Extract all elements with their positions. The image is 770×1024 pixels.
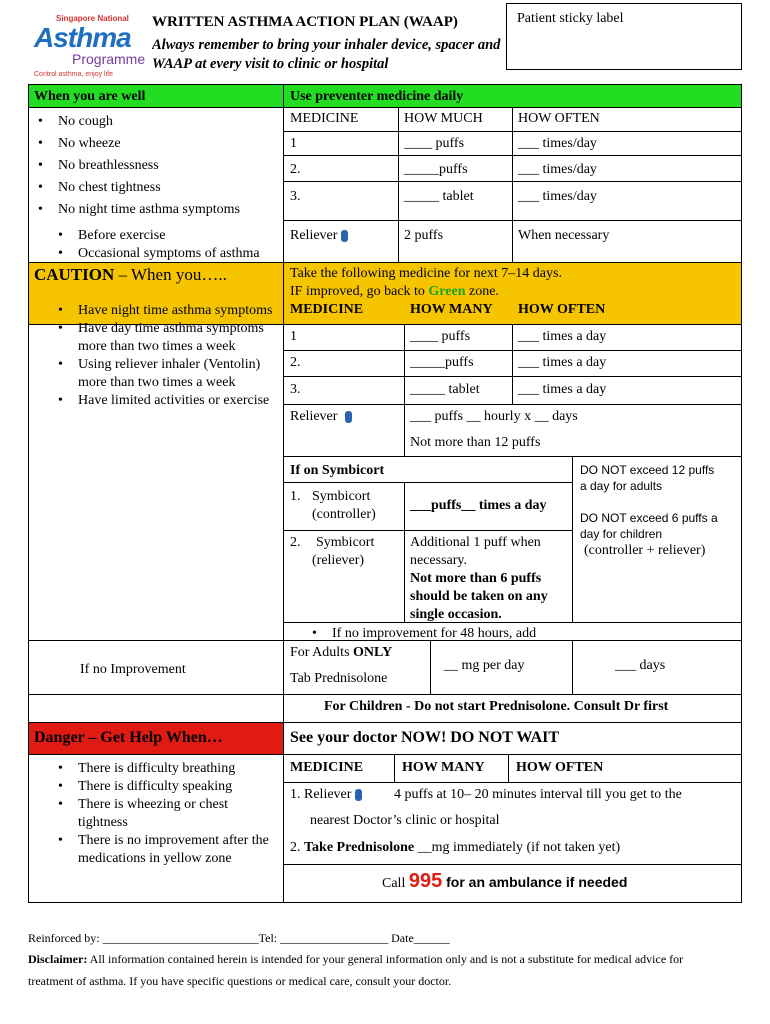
green-reliever-label: Reliever — [290, 228, 338, 243]
yellow-row-3-medicine: 3. — [290, 382, 301, 397]
green-zone-word: Green — [428, 284, 466, 299]
yellow-row-3-often: ___ times a day — [518, 382, 607, 397]
yellow-row-2-amount: _____puffs — [410, 355, 474, 370]
yellow-reliever-limit: Not more than 12 puffs — [410, 435, 541, 450]
col-divider — [512, 324, 513, 404]
row-divider — [283, 782, 742, 783]
symbicort-controller-dose: ___puffs__ times a day — [410, 498, 547, 513]
row-divider — [28, 694, 742, 695]
danger-symptom-list — [54, 760, 276, 868]
list-item: • There is wheezing or chest tightness — [54, 796, 276, 832]
col-divider — [404, 324, 405, 456]
green-col-medicine: MEDICINE — [290, 111, 359, 126]
red-item-1 — [290, 786, 362, 803]
document-subtitle-line2: WAAP at every visit to clinic or hospital — [152, 56, 389, 72]
call-a: Call — [382, 876, 409, 891]
yellow-reliever-dose: ___ puffs __ hourly x __ days — [410, 409, 578, 424]
list-item: • No wheeze — [34, 135, 279, 153]
green-row-3-often: ___ times/day — [518, 189, 597, 204]
adults-only-b: ONLY — [353, 645, 393, 660]
col-divider — [572, 640, 573, 694]
days-field: ___ days — [615, 658, 666, 673]
row-divider — [283, 864, 742, 865]
inhaler-icon — [355, 789, 362, 801]
col-divider — [508, 754, 509, 782]
list-item: • Have limited activities or exercise — [54, 392, 274, 410]
list-item: • Before exercise — [54, 227, 283, 245]
row-divider — [283, 155, 742, 156]
yellow-instruction-line2 — [290, 283, 499, 300]
row-divider — [283, 181, 742, 182]
list-item: • Using reliever inhaler (Ventolin) more than two times a week — [54, 356, 274, 392]
green-reliever — [290, 227, 348, 244]
list-item: • Occasional symptoms of asthma — [54, 245, 283, 263]
green-reliever-often: When necessary — [518, 228, 610, 243]
symbicort-controller-name: Symbicort — [312, 489, 371, 504]
note-adults-2: a day for adults — [580, 479, 663, 493]
col-divider — [394, 754, 395, 782]
logo-main-text: Asthma — [34, 22, 131, 53]
red-item-2 — [290, 839, 620, 856]
list-item: • There is difficulty speaking — [54, 778, 276, 796]
caution-symptom-list — [54, 302, 274, 410]
no-improvement-note — [308, 625, 738, 643]
green-sub-symptom-list — [54, 227, 283, 263]
main-column-divider — [283, 84, 284, 903]
patient-sticky-label-box — [506, 3, 742, 70]
reinforced-by-line: Reinforced by: __________________________Tel: __________________ Date______ — [28, 931, 450, 945]
adults-only — [290, 644, 392, 661]
caution-header — [34, 265, 227, 285]
ambulance-line — [382, 870, 627, 895]
adults-only-a: For Adults — [290, 645, 354, 660]
col-divider — [572, 456, 573, 622]
row-divider — [283, 131, 742, 132]
yellow-row-1-often: ___ times a day — [518, 329, 607, 344]
red-item-1-num: 1. — [290, 787, 301, 802]
list-item: • Have day time asthma symptoms more than two times a week — [54, 320, 274, 356]
yellow-reliever-label: Reliever — [290, 409, 338, 424]
yellow-row-2-medicine: 2. — [290, 355, 301, 370]
list-item: • No chest tightness — [34, 179, 279, 197]
red-item-2-rest: __mg immediately (if not taken yet) — [414, 840, 621, 855]
symbicort-controller-num: 1. — [290, 489, 301, 504]
yellow-row-2-often: ___ times a day — [518, 355, 607, 370]
call-b: for an ambulance if needed — [442, 874, 628, 890]
emergency-number: 995 — [408, 870, 443, 892]
green-reliever-amount: 2 puffs — [404, 228, 444, 243]
list-item: • There is no improvement after the medications in yellow zone — [54, 832, 276, 868]
green-row-1-amount: ____ puffs — [404, 136, 465, 151]
symbicort-reliever-name: Symbicort — [316, 535, 375, 550]
children-note: For Children - Do not start Prednisolone. Consult Dr first — [324, 699, 669, 714]
yellow-instruction-a: IF improved, go back to — [290, 284, 429, 299]
yellow-col-medicine: MEDICINE — [290, 302, 364, 317]
red-item-2-bold: Take Prednisolone — [304, 840, 415, 855]
symbicort-reliever-num: 2. — [290, 535, 301, 550]
note-children-2: day for children — [580, 527, 663, 541]
row-divider — [283, 376, 742, 377]
red-col-how-often: HOW OFTEN — [516, 760, 604, 775]
yellow-col-how-often: HOW OFTEN — [518, 302, 606, 317]
yellow-row-1-medicine: 1 — [290, 329, 297, 344]
green-left-header: When you are well — [34, 89, 146, 104]
symbicort-reliever-type: (reliever) — [312, 553, 365, 568]
logo-sub-text: Programme — [72, 51, 146, 67]
danger-header: Danger – Get Help When… — [34, 729, 223, 746]
symbicort-limit-3: single occasion. — [410, 607, 502, 622]
symbicort-reliever-dose-1: Additional 1 puff when — [410, 535, 541, 550]
row-divider — [283, 456, 742, 457]
mg-per-day: __ mg per day — [444, 658, 525, 673]
row-divider — [28, 754, 742, 755]
row-divider — [283, 220, 742, 221]
note-adults-1: DO NOT exceed 12 puffs — [580, 463, 715, 477]
yellow-instruction-b: zone. — [465, 284, 499, 299]
row-divider — [283, 530, 572, 531]
if-no-improvement-label: If no Improvement — [80, 662, 186, 677]
red-right-header: See your doctor NOW! DO NOT WAIT — [290, 729, 560, 746]
green-row-2-amount: _____puffs — [404, 162, 468, 177]
row-divider — [28, 640, 283, 641]
inhaler-icon — [341, 230, 348, 242]
green-row-1-medicine: 1 — [290, 136, 297, 151]
green-row-1-often: ___ times/day — [518, 136, 597, 151]
list-item: • Have night time asthma symptoms — [54, 302, 274, 320]
row-divider — [28, 722, 742, 723]
row-divider — [283, 350, 742, 351]
note-combined: (controller + reliever) — [584, 543, 706, 558]
yellow-col-how-many: HOW MANY — [410, 302, 493, 317]
inhaler-icon — [345, 411, 352, 423]
green-symptom-list — [34, 113, 279, 219]
document-subtitle-line1: Always remember to bring your inhaler device, spacer and — [152, 37, 501, 53]
red-item-1-text: 4 puffs at 10– 20 minutes interval till you get to the — [394, 787, 682, 802]
red-item-2-num: 2. — [290, 840, 301, 855]
disclaimer-line1 — [28, 951, 683, 968]
list-item: • No breathlessness — [34, 157, 279, 175]
symbicort-header: If on Symbicort — [290, 463, 385, 478]
green-row-2-medicine: 2. — [290, 162, 301, 177]
logo-small-text: Singapore National — [56, 14, 129, 23]
note-children-1: DO NOT exceed 6 puffs a — [580, 511, 718, 525]
green-row-2-often: ___ times/day — [518, 162, 597, 177]
asthma-programme-logo — [26, 14, 146, 84]
logo-tagline: Control asthma, enjoy life — [34, 71, 113, 78]
tab-prednisolone: Tab Prednisolone — [290, 671, 388, 686]
red-col-how-many: HOW MANY — [402, 760, 485, 775]
row-divider — [283, 622, 742, 623]
disclaimer-label: Disclaimer: — [28, 952, 88, 966]
list-item: • If no improvement for 48 hours, add — [308, 625, 738, 643]
document-title: WRITTEN ASTHMA ACTION PLAN (WAAP) — [152, 14, 458, 30]
disclaimer-line2: treatment of asthma. If you have specific questions or medical care, consult your doctor. — [28, 974, 452, 988]
caution-rest: – When you….. — [114, 265, 227, 284]
green-col-how-often: HOW OFTEN — [518, 111, 600, 126]
sticky-label-text: Patient sticky label — [517, 11, 624, 26]
yellow-reliever — [290, 408, 352, 425]
symbicort-controller-type: (controller) — [312, 507, 376, 522]
symbicort-limit-1: Not more than 6 puffs — [410, 571, 542, 586]
red-item-1-text2: nearest Doctor’s clinic or hospital — [310, 813, 500, 828]
row-divider — [283, 404, 742, 405]
disclaimer-text: All information contained herein is intended for your general information only and is not a substitute for medical advice for — [87, 952, 684, 966]
red-col-medicine: MEDICINE — [290, 760, 364, 775]
row-divider — [28, 107, 742, 108]
yellow-row-1-amount: ____ puffs — [410, 329, 471, 344]
green-col-how-much: HOW MUCH — [404, 111, 483, 126]
row-divider — [283, 324, 742, 325]
symbicort-reliever-dose-2: necessary. — [410, 553, 468, 568]
list-item: • There is difficulty breathing — [54, 760, 276, 778]
row-divider — [283, 482, 572, 483]
list-item: • No night time asthma symptoms — [34, 201, 279, 219]
caution-word: CAUTION — [34, 265, 115, 284]
col-divider — [404, 482, 405, 622]
red-item-1-label: Reliever — [304, 787, 352, 802]
green-right-header: Use preventer medicine daily — [290, 89, 464, 104]
col-divider — [430, 640, 431, 694]
list-item: • No cough — [34, 113, 279, 131]
green-row-3-medicine: 3. — [290, 189, 301, 204]
yellow-instruction-line1: Take the following medicine for next 7–14 days. — [290, 266, 562, 281]
symbicort-limit-2: should be taken on any — [410, 589, 548, 604]
green-row-3-amount: _____ tablet — [404, 189, 474, 204]
yellow-row-3-amount: _____ tablet — [410, 382, 480, 397]
